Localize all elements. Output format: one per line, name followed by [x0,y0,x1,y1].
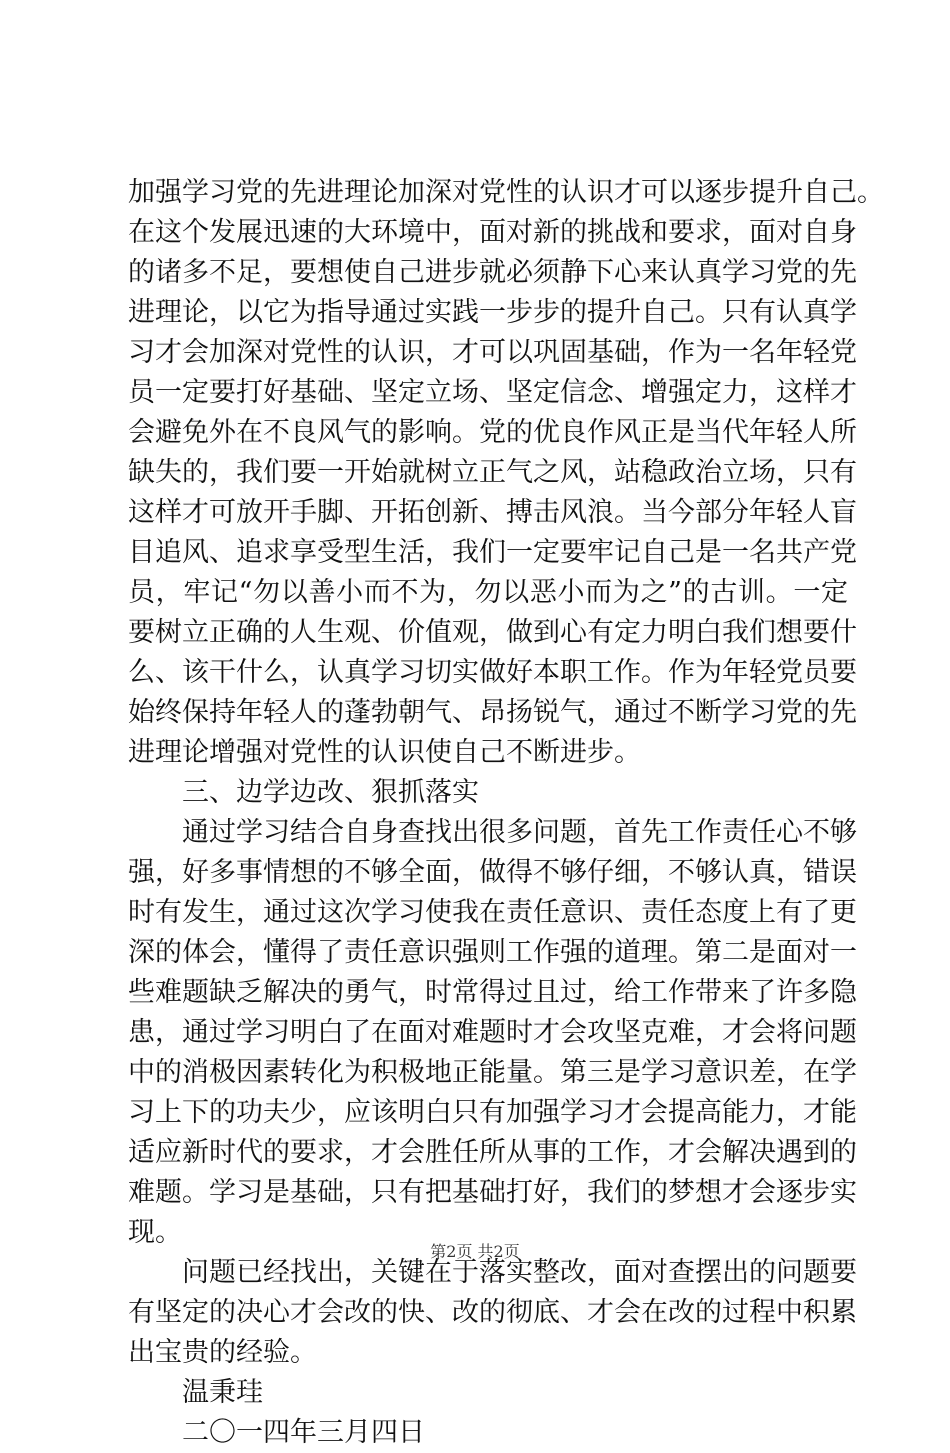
text-line: 患，通过学习明白了在面对难题时才会攻坚克难，才会将问题 [128,1017,857,1048]
text-line: 深的体会，懂得了责任意识强则工作强的道理。第二是面对一 [128,937,857,968]
text-line: 通过学习结合自身查找出很多问题，首先工作责任心不够 [182,817,857,848]
page-footer: 第2页 共2页 [430,1242,520,1261]
text-line: 在这个发展迅速的大环境中，面对新的挑战和要求，面对自身 [128,217,857,248]
text-line: 进理论，以它为指导通过实践一步步的提升自己。只有认真学 [128,297,857,328]
text-line: 要树立正确的人生观、价值观，做到心有定力明白我们想要什 [128,617,857,648]
text-line: 三、边学边改、狠抓落实 [182,777,479,808]
text-line: 出宝贵的经验。 [128,1337,317,1368]
text-line: 有坚定的决心才会改的快、改的彻底、才会在改的过程中积累 [128,1297,857,1328]
text-line: 些难题缺乏解决的勇气，时常得过且过，给工作带来了许多隐 [128,977,857,1008]
text-line: 中的消极因素转化为积极地正能量。第三是学习意识差，在学 [128,1057,857,1088]
text-line: 习上下的功夫少，应该明白只有加强学习才会提高能力，才能 [128,1097,857,1128]
text-line: 习才会加深对党性的认识，才可以巩固基础，作为一名年轻党 [128,337,857,368]
text-line: 时有发生，通过这次学习使我在责任意识、责任态度上有了更 [128,897,857,928]
text-line: 么、该干什么，认真学习切实做好本职工作。作为年轻党员要 [128,657,857,688]
text-line: 加强学习党的先进理论加深对党性的认识才可以逐步提升自己。 [128,177,884,208]
text-line: 问题已经找出，关键在于落实整改，面对查摆出的问题要 [182,1257,857,1288]
text-line: 二〇一四年三月四日 [182,1417,425,1448]
text-line: 现。 [128,1217,182,1248]
text-line: 的诸多不足，要想使自己进步就必须静下心来认真学习党的先 [128,257,857,288]
text-line: 会避免外在不良风气的影响。党的优良作风正是当代年轻人所 [128,417,857,448]
text-line: 员，牢记“勿以善小而不为，勿以恶小而为之”的古训。一定 [128,577,848,608]
text-line: 始终保持年轻人的蓬勃朝气、昂扬锐气，通过不断学习党的先 [128,697,857,728]
text-line: 员一定要打好基础、坚定立场、坚定信念、增强定力，这样才 [128,377,857,408]
text-line: 难题。学习是基础，只有把基础打好，我们的梦想才会逐步实 [128,1177,857,1208]
text-line: 适应新时代的要求，才会胜任所从事的工作，才会解决遇到的 [128,1137,857,1168]
text-line: 这样才可放开手脚、开拓创新、搏击风浪。当今部分年轻人盲 [128,497,857,528]
text-line: 缺失的，我们要一开始就树立正气之风，站稳政治立场，只有 [128,457,857,488]
text-line: 目追风、追求享受型生活，我们一定要牢记自己是一名共产党 [128,537,857,568]
text-line: 强，好多事情想的不够全面，做得不够仔细，不够认真，错误 [128,857,857,888]
text-line: 进理论增强对党性的认识使自己不断进步。 [128,737,641,768]
text-line: 温秉珪 [182,1377,263,1408]
